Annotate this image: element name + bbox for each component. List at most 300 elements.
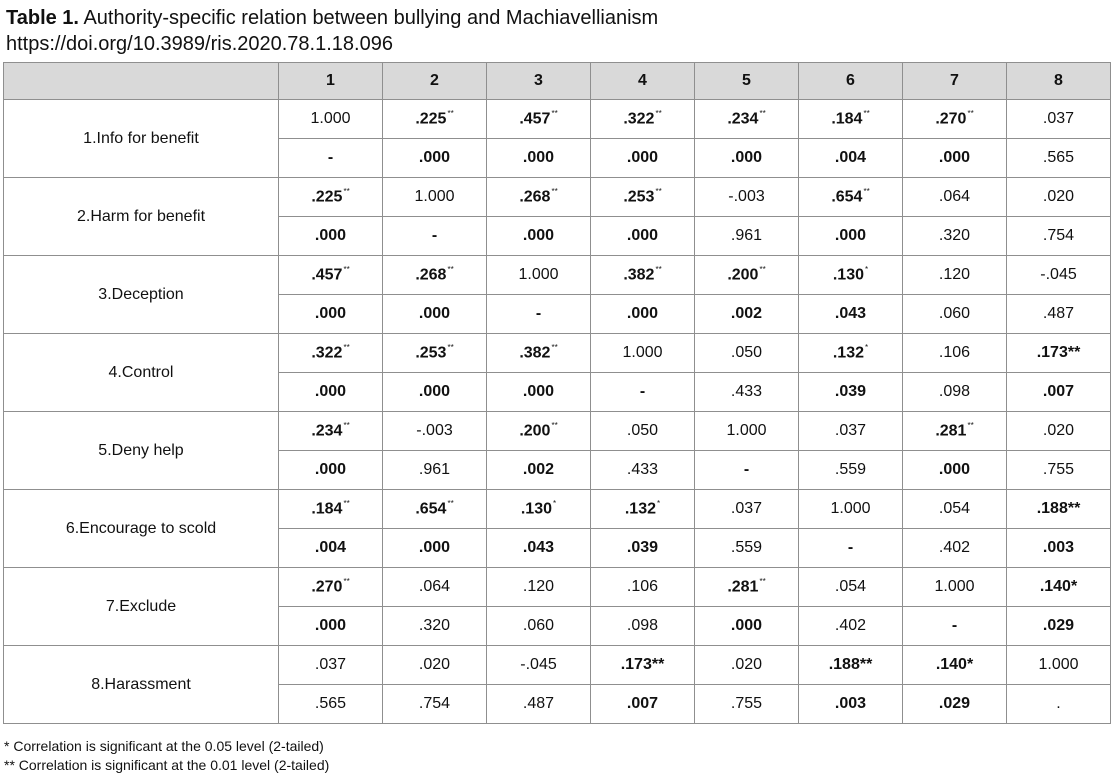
- p-value: .039: [626, 539, 659, 556]
- correlation-value: .188**: [828, 656, 873, 673]
- p-value: .060: [522, 617, 555, 634]
- p-value: .043: [834, 305, 867, 322]
- p-value: .000: [730, 149, 763, 166]
- correlation-value: 1.000: [830, 500, 871, 517]
- significance-marker: **: [343, 186, 350, 196]
- p-value: .098: [938, 383, 971, 400]
- correlation-table: [3, 62, 1111, 724]
- significance-marker: **: [655, 186, 662, 196]
- p-value: .029: [1042, 617, 1075, 634]
- p-value-cell: [903, 295, 1007, 334]
- correlation-cell: [799, 178, 903, 217]
- correlation-value: 1.000: [1038, 656, 1079, 673]
- p-value-cell: [903, 685, 1007, 724]
- correlation-value: .268: [415, 266, 447, 284]
- correlation-value: .050: [730, 344, 763, 361]
- correlation-cell: [799, 412, 903, 451]
- p-value: .004: [314, 539, 347, 556]
- p-value: .000: [938, 461, 971, 478]
- correlation-cell: [695, 568, 799, 607]
- correlation-cell: [591, 646, 695, 685]
- row-label: 1.Info for benefit: [4, 100, 279, 178]
- p-value: .565: [314, 695, 347, 712]
- correlation-cell: [279, 646, 383, 685]
- p-value: .060: [938, 305, 971, 322]
- table-row: [4, 256, 1111, 295]
- p-value: .000: [314, 227, 347, 244]
- p-value-cell: [695, 373, 799, 412]
- p-value-cell: [487, 139, 591, 178]
- p-value-cell: [591, 529, 695, 568]
- correlation-cell: [903, 412, 1007, 451]
- row-label: 2.Harm for benefit: [4, 178, 279, 256]
- correlation-cell: [695, 256, 799, 295]
- p-value: .043: [522, 539, 555, 556]
- p-value: .000: [522, 383, 555, 400]
- correlation-value: .654: [415, 500, 447, 518]
- p-value: .000: [626, 227, 659, 244]
- correlation-cell: [695, 334, 799, 373]
- p-value: .754: [1042, 227, 1075, 244]
- correlation-cell: [487, 646, 591, 685]
- p-value-cell: [487, 373, 591, 412]
- correlation-cell: [487, 256, 591, 295]
- p-value: .000: [522, 149, 555, 166]
- correlation-cell: [1007, 412, 1111, 451]
- p-value-cell: [1007, 607, 1111, 646]
- correlation-cell: [487, 100, 591, 139]
- p-value: .004: [834, 149, 867, 166]
- significance-marker: **: [343, 576, 350, 586]
- correlation-value: 1.000: [414, 188, 455, 205]
- correlation-cell: [591, 334, 695, 373]
- correlation-cell: [799, 256, 903, 295]
- p-value-cell: [279, 451, 383, 490]
- p-value-cell: [903, 373, 1007, 412]
- correlation-value: 1.000: [310, 110, 351, 127]
- correlation-value: 1.000: [622, 344, 663, 361]
- correlation-value: .268: [519, 188, 551, 206]
- header-cell-2: 2: [383, 63, 487, 100]
- p-value-cell: [383, 373, 487, 412]
- caption-doi: https://doi.org/10.3989/ris.2020.78.1.18.096: [6, 33, 393, 55]
- correlation-value: -.045: [520, 656, 557, 673]
- p-value: .000: [626, 305, 659, 322]
- row-label: 6.Encourage to scold: [4, 490, 279, 568]
- p-value-cell: [695, 139, 799, 178]
- p-value: .003: [834, 695, 867, 712]
- p-value-cell: [799, 139, 903, 178]
- correlation-value: .064: [938, 188, 971, 205]
- p-value: .433: [626, 461, 659, 478]
- p-value-cell: [487, 217, 591, 256]
- significance-marker: **: [447, 264, 454, 274]
- correlation-cell: [695, 100, 799, 139]
- p-value-cell: [903, 607, 1007, 646]
- header-cell-1: 1: [279, 63, 383, 100]
- p-value-cell: [1007, 217, 1111, 256]
- p-value-cell: [279, 529, 383, 568]
- correlation-cell: [279, 568, 383, 607]
- p-value: .000: [314, 617, 347, 634]
- correlation-cell: [487, 178, 591, 217]
- correlation-value: .253: [415, 344, 447, 362]
- p-value: .000: [418, 149, 451, 166]
- correlation-value: .037: [314, 656, 347, 673]
- p-value: .487: [1042, 305, 1075, 322]
- caption-label: Table 1.: [6, 7, 79, 29]
- correlation-cell: [799, 568, 903, 607]
- significance-marker: **: [967, 108, 974, 118]
- note-significance-005: * Correlation is significant at the 0.05 level (2-tailed): [4, 738, 324, 754]
- p-value-cell: [695, 607, 799, 646]
- correlation-cell: [1007, 334, 1111, 373]
- p-value: -: [743, 461, 750, 478]
- p-value-cell: [591, 139, 695, 178]
- p-value: .755: [730, 695, 763, 712]
- significance-marker: **: [551, 186, 558, 196]
- p-value-cell: [383, 217, 487, 256]
- header-cell-6: 6: [799, 63, 903, 100]
- correlation-value: .120: [522, 578, 555, 595]
- table-row: [4, 412, 1111, 451]
- correlation-cell: [487, 334, 591, 373]
- correlation-value: .322: [623, 110, 655, 128]
- correlation-value: .281: [935, 422, 967, 440]
- correlation-value: .106: [626, 578, 659, 595]
- correlation-cell: [279, 412, 383, 451]
- table-row: [4, 178, 1111, 217]
- header-cell-5: 5: [695, 63, 799, 100]
- correlation-cell: [799, 646, 903, 685]
- p-value: .433: [730, 383, 763, 400]
- correlation-cell: [383, 100, 487, 139]
- correlation-value: .382: [623, 266, 655, 284]
- p-value-cell: [695, 295, 799, 334]
- correlation-value: .225: [415, 110, 447, 128]
- header-cell-8: 8: [1007, 63, 1111, 100]
- correlation-value: .106: [938, 344, 971, 361]
- correlation-value: .132: [832, 344, 864, 362]
- p-value-cell: [487, 685, 591, 724]
- correlation-cell: [383, 412, 487, 451]
- p-value-cell: [591, 373, 695, 412]
- p-value: .: [1056, 695, 1061, 712]
- p-value: .007: [626, 695, 659, 712]
- correlation-cell: [903, 100, 1007, 139]
- correlation-value: .132: [624, 500, 656, 518]
- p-value-cell: [279, 607, 383, 646]
- p-value: .755: [1042, 461, 1075, 478]
- correlation-cell: [279, 100, 383, 139]
- correlation-cell: [383, 256, 487, 295]
- significance-marker: **: [967, 420, 974, 430]
- significance-marker: **: [863, 186, 870, 196]
- significance-marker: **: [863, 108, 870, 118]
- p-value: -: [951, 617, 958, 634]
- p-value: -: [431, 227, 438, 244]
- correlation-value: .020: [418, 656, 451, 673]
- header-cell-3: 3: [487, 63, 591, 100]
- correlation-cell: [383, 178, 487, 217]
- p-value-cell: [799, 607, 903, 646]
- correlation-value: .050: [626, 422, 659, 439]
- correlation-cell: [903, 646, 1007, 685]
- p-value-cell: [487, 607, 591, 646]
- correlation-cell: [383, 568, 487, 607]
- correlation-value: .173**: [620, 656, 665, 673]
- table-notes: [4, 737, 329, 775]
- correlation-value: .020: [1042, 188, 1075, 205]
- correlation-cell: [1007, 646, 1111, 685]
- table-body: [4, 100, 1111, 724]
- p-value: .000: [314, 305, 347, 322]
- correlation-cell: [279, 256, 383, 295]
- p-value-cell: [383, 607, 487, 646]
- correlation-value: .234: [727, 110, 759, 128]
- correlation-cell: [383, 490, 487, 529]
- correlation-value: .130: [832, 266, 864, 284]
- p-value-cell: [383, 295, 487, 334]
- significance-marker: **: [343, 420, 350, 430]
- p-value-cell: [1007, 685, 1111, 724]
- p-value: .402: [834, 617, 867, 634]
- p-value: .002: [730, 305, 763, 322]
- table-caption: [6, 6, 658, 56]
- correlation-cell: [1007, 256, 1111, 295]
- correlation-value: .234: [311, 422, 343, 440]
- correlation-value: .140*: [935, 656, 974, 673]
- header-cell-7: 7: [903, 63, 1007, 100]
- p-value: .003: [1042, 539, 1075, 556]
- correlation-value: .037: [834, 422, 867, 439]
- correlation-cell: [591, 100, 695, 139]
- significance-marker: **: [343, 264, 350, 274]
- correlation-value: .184: [831, 110, 863, 128]
- correlation-value: .184: [311, 500, 343, 518]
- p-value: .402: [938, 539, 971, 556]
- significance-marker: **: [655, 108, 662, 118]
- significance-marker: **: [551, 420, 558, 430]
- correlation-cell: [1007, 568, 1111, 607]
- correlation-cell: [383, 646, 487, 685]
- header-row: [4, 63, 1111, 100]
- p-value-cell: [799, 295, 903, 334]
- correlation-value: .020: [730, 656, 763, 673]
- p-value-cell: [1007, 295, 1111, 334]
- p-value: .000: [418, 383, 451, 400]
- p-value: .559: [834, 461, 867, 478]
- significance-marker: **: [759, 108, 766, 118]
- correlation-value: 1.000: [518, 266, 559, 283]
- p-value-cell: [1007, 529, 1111, 568]
- p-value: -: [639, 383, 646, 400]
- correlation-cell: [903, 490, 1007, 529]
- correlation-value: .382: [519, 344, 551, 362]
- correlation-cell: [903, 256, 1007, 295]
- correlation-value: .064: [418, 578, 451, 595]
- table-row: [4, 100, 1111, 139]
- table-row: [4, 490, 1111, 529]
- p-value: .000: [418, 305, 451, 322]
- correlation-value: 1.000: [726, 422, 767, 439]
- p-value-cell: [487, 295, 591, 334]
- significance-marker: *: [865, 264, 869, 274]
- row-label: 4.Control: [4, 334, 279, 412]
- p-value-cell: [799, 451, 903, 490]
- caption-title: Authority-specific relation between bullying and Machiavellianism: [79, 7, 659, 29]
- p-value-cell: [799, 529, 903, 568]
- correlation-value: -.003: [416, 422, 453, 439]
- correlation-cell: [1007, 100, 1111, 139]
- p-value: .029: [938, 695, 971, 712]
- correlation-value: .457: [311, 266, 343, 284]
- row-label: 3.Deception: [4, 256, 279, 334]
- correlation-value: .130: [520, 500, 552, 518]
- significance-marker: *: [657, 498, 661, 508]
- p-value: .000: [730, 617, 763, 634]
- p-value: .565: [1042, 149, 1075, 166]
- correlation-value: .270: [935, 110, 967, 128]
- correlation-value: -.045: [1040, 266, 1077, 283]
- correlation-value: .120: [938, 266, 971, 283]
- correlation-value: .037: [1042, 110, 1075, 127]
- table-row: [4, 646, 1111, 685]
- table-row: [4, 334, 1111, 373]
- correlation-cell: [1007, 490, 1111, 529]
- correlation-cell: [383, 334, 487, 373]
- correlation-cell: [695, 412, 799, 451]
- p-value: .559: [730, 539, 763, 556]
- p-value: -: [327, 149, 334, 166]
- p-value-cell: [799, 373, 903, 412]
- p-value-cell: [903, 451, 1007, 490]
- p-value: .487: [522, 695, 555, 712]
- p-value-cell: [695, 529, 799, 568]
- correlation-cell: [591, 490, 695, 529]
- correlation-value: .225: [311, 188, 343, 206]
- table-row: [4, 568, 1111, 607]
- correlation-cell: [591, 568, 695, 607]
- header-cell-empty: [4, 63, 279, 100]
- correlation-value: .457: [519, 110, 551, 128]
- p-value-cell: [695, 451, 799, 490]
- correlation-cell: [279, 178, 383, 217]
- p-value: .000: [626, 149, 659, 166]
- p-value-cell: [695, 217, 799, 256]
- correlation-value: .200: [727, 266, 759, 284]
- p-value: .320: [938, 227, 971, 244]
- significance-marker: **: [551, 108, 558, 118]
- p-value: -: [847, 539, 854, 556]
- correlation-value: -.003: [728, 188, 765, 205]
- correlation-cell: [903, 568, 1007, 607]
- row-label: 7.Exclude: [4, 568, 279, 646]
- p-value-cell: [799, 685, 903, 724]
- correlation-value: .281: [727, 578, 759, 596]
- correlation-value: .054: [938, 500, 971, 517]
- p-value: .961: [730, 227, 763, 244]
- significance-marker: **: [343, 342, 350, 352]
- header-cell-4: 4: [591, 63, 695, 100]
- p-value-cell: [799, 217, 903, 256]
- p-value-cell: [903, 529, 1007, 568]
- correlation-cell: [903, 178, 1007, 217]
- p-value: .000: [938, 149, 971, 166]
- p-value-cell: [591, 451, 695, 490]
- correlation-value: .020: [1042, 422, 1075, 439]
- significance-marker: **: [759, 576, 766, 586]
- p-value-cell: [279, 685, 383, 724]
- correlation-cell: [591, 178, 695, 217]
- p-value: .961: [418, 461, 451, 478]
- correlation-cell: [591, 256, 695, 295]
- p-value: .000: [314, 461, 347, 478]
- correlation-cell: [279, 334, 383, 373]
- p-value-cell: [903, 217, 1007, 256]
- correlation-cell: [903, 334, 1007, 373]
- p-value-cell: [1007, 373, 1111, 412]
- correlation-value: .322: [311, 344, 343, 362]
- p-value: .320: [418, 617, 451, 634]
- correlation-cell: [799, 334, 903, 373]
- correlation-value: .270: [311, 578, 343, 596]
- correlation-cell: [1007, 178, 1111, 217]
- note-significance-001: ** Correlation is significant at the 0.01 level (2-tailed): [4, 757, 330, 773]
- correlation-cell: [487, 490, 591, 529]
- correlation-cell: [695, 490, 799, 529]
- correlation-value: .654: [831, 188, 863, 206]
- p-value-cell: [383, 451, 487, 490]
- p-value-cell: [591, 685, 695, 724]
- p-value-cell: [487, 451, 591, 490]
- correlation-cell: [695, 646, 799, 685]
- significance-marker: **: [447, 342, 454, 352]
- significance-marker: **: [447, 498, 454, 508]
- row-label: 8.Harassment: [4, 646, 279, 724]
- p-value: .000: [834, 227, 867, 244]
- p-value-cell: [383, 139, 487, 178]
- p-value-cell: [591, 217, 695, 256]
- p-value-cell: [279, 295, 383, 334]
- significance-marker: **: [447, 108, 454, 118]
- p-value-cell: [1007, 139, 1111, 178]
- p-value: .039: [834, 383, 867, 400]
- correlation-cell: [799, 490, 903, 529]
- p-value-cell: [279, 217, 383, 256]
- correlation-value: 1.000: [934, 578, 975, 595]
- correlation-value: .140*: [1039, 578, 1078, 595]
- p-value: .000: [418, 539, 451, 556]
- significance-marker: **: [551, 342, 558, 352]
- p-value-cell: [279, 373, 383, 412]
- significance-marker: **: [655, 264, 662, 274]
- correlation-value: .173**: [1036, 344, 1081, 361]
- correlation-cell: [591, 412, 695, 451]
- p-value-cell: [903, 139, 1007, 178]
- p-value: .002: [522, 461, 555, 478]
- significance-marker: **: [343, 498, 350, 508]
- p-value: .754: [418, 695, 451, 712]
- p-value-cell: [695, 685, 799, 724]
- correlation-value: .188**: [1036, 500, 1081, 517]
- correlation-value: .253: [623, 188, 655, 206]
- p-value: .000: [314, 383, 347, 400]
- p-value-cell: [591, 607, 695, 646]
- p-value: .000: [522, 227, 555, 244]
- significance-marker: **: [759, 264, 766, 274]
- correlation-value: .200: [519, 422, 551, 440]
